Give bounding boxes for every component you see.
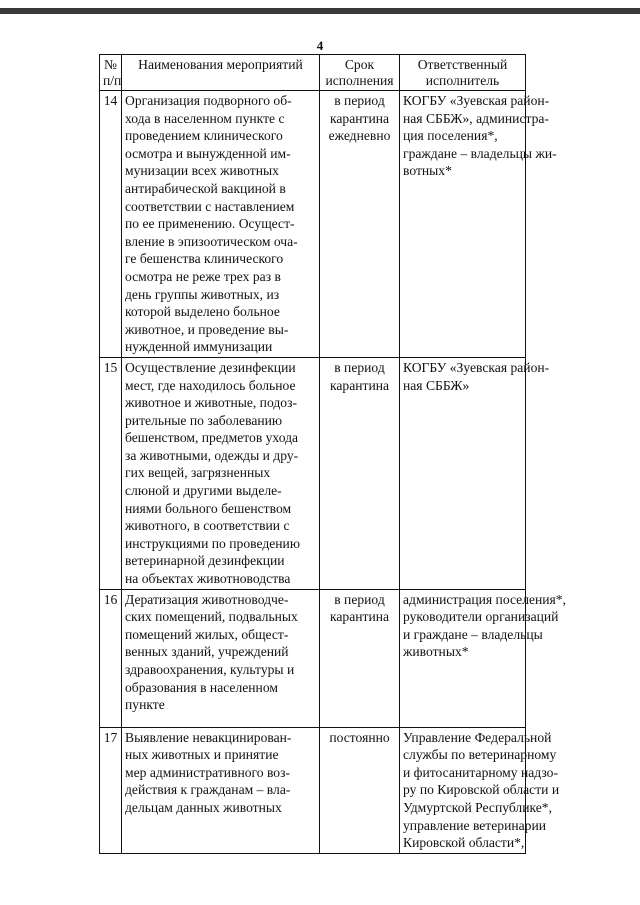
measure-responsible xyxy=(400,91,557,358)
measure-responsible xyxy=(400,357,550,589)
cell-line: действия к гражданам – вла- xyxy=(125,782,291,798)
cell-line: гих вещей, загрязненных xyxy=(125,465,271,481)
cell-line: Выявление невакцинирован- xyxy=(125,729,292,745)
cell-line: здравоохранения, культуры и xyxy=(125,662,295,677)
cell-line: животное, и проведение вы- xyxy=(125,321,289,337)
cell-line: мест, где находилось больное xyxy=(125,377,296,393)
cell-line: исполнения xyxy=(325,73,394,88)
table-row xyxy=(100,727,526,853)
cell-line: ная СББЖ», администра- xyxy=(403,110,549,126)
header-name xyxy=(122,55,320,91)
cell-line: осмотра не реже трех раз в xyxy=(125,268,281,284)
measure-name xyxy=(122,91,320,358)
cell-line: которой выделено больное xyxy=(125,304,280,320)
cell-line: Дератизация животноводче- xyxy=(125,591,289,607)
cell-line: инструкциями по проведению xyxy=(125,535,300,551)
cell-line: вотных* xyxy=(403,163,452,179)
cell-line: ге бешенства клинического xyxy=(125,251,284,267)
measure-name xyxy=(122,589,320,727)
cell-line: ветеринарной дезинфекции xyxy=(125,553,285,569)
cell-line: за животными, одежды и дру- xyxy=(125,447,299,463)
cell-line: образования в населенном xyxy=(125,679,278,695)
measure-name xyxy=(122,357,320,589)
cell-line: бешенством, предметов ухода xyxy=(125,430,299,446)
cell-line: карантина xyxy=(329,377,390,393)
cell-line: в период xyxy=(334,591,385,607)
cell-line: животного, в соответствии с xyxy=(125,518,290,534)
cell-line: Осуществление дезинфекции xyxy=(125,359,296,375)
cell-line: по ее применению. Осущест- xyxy=(125,216,295,232)
cell-line: хода в населенном пункте с xyxy=(125,110,285,126)
cell-line: мунизации всех животных xyxy=(125,163,279,179)
cell-line: Удмуртской Республике*, xyxy=(403,800,552,815)
cell-line: ция поселения*, xyxy=(403,128,498,144)
cell-line: соответствии с наставлением xyxy=(125,198,295,214)
table-header-row xyxy=(100,55,526,91)
cell-line: руководители организаций xyxy=(403,609,559,625)
cell-line: антирабической вакциной в xyxy=(125,180,286,196)
cell-line: управление ветеринарии xyxy=(403,817,547,833)
header-term xyxy=(320,55,400,91)
cell-line: день группы животных, из xyxy=(125,286,280,302)
table-row xyxy=(100,91,526,358)
table-row xyxy=(100,357,526,589)
cell-line: КОГБУ «Зуевская район- xyxy=(403,359,550,375)
measure-name xyxy=(122,727,320,853)
cell-line: ру по Кировской области и xyxy=(403,782,560,798)
cell-line: администрация поселения*, xyxy=(403,591,567,607)
cell-line: № xyxy=(104,57,117,72)
cell-line: животное и животные, подоз- xyxy=(125,395,297,411)
cell-line: проведением клинического xyxy=(125,128,283,144)
cell-line: и фитосанитарному надзо- xyxy=(403,764,558,780)
measure-responsible xyxy=(400,727,560,853)
cell-line: Ответственный xyxy=(417,57,508,72)
header-num xyxy=(100,55,122,91)
cell-line: граждане – владельцы жи- xyxy=(403,145,557,161)
row-number: 16 xyxy=(100,589,122,727)
cell-line: КОГБУ «Зуевская район- xyxy=(403,93,550,108)
cell-line: осмотра и вынужденной им- xyxy=(125,145,291,161)
top-border-line xyxy=(0,8,640,14)
cell-line: животных* xyxy=(403,644,469,660)
cell-line: вление в эпизоотическом оча- xyxy=(125,233,298,249)
cell-line: в период xyxy=(334,93,385,108)
cell-line: рительные по заболеванию xyxy=(125,412,283,428)
cell-line: Кировской области*, xyxy=(403,835,525,851)
measure-term xyxy=(320,589,400,727)
cell-line: ских помещений, подвальных xyxy=(125,609,298,625)
cell-line: помещений жилых, общест- xyxy=(125,626,289,642)
cell-line: дельцам данных животных xyxy=(125,800,282,815)
measure-term xyxy=(320,727,400,853)
cell-line: на объектах животноводства xyxy=(125,571,291,587)
row-number: 14 xyxy=(100,91,122,358)
cell-line: ежедневно xyxy=(328,128,391,144)
cell-line: слюной и другими выделе- xyxy=(125,483,282,499)
page-number: 4 xyxy=(316,38,324,53)
cell-line: и граждане – владельцы xyxy=(403,626,543,642)
cell-line: Управление Федеральной xyxy=(403,729,552,745)
measure-term xyxy=(320,357,400,589)
cell-line: Срок xyxy=(344,57,375,72)
row-number: 15 xyxy=(100,357,122,589)
cell-line: ниями больного бешенством xyxy=(125,500,292,516)
table-row xyxy=(100,589,526,727)
measures-table xyxy=(99,54,567,854)
cell-line: карантина xyxy=(329,609,390,625)
cell-line: службы по ветеринарному xyxy=(403,747,557,763)
cell-line: карантина xyxy=(329,110,390,126)
cell-line: п/п xyxy=(103,73,122,88)
row-number: 17 xyxy=(100,727,122,853)
measure-responsible xyxy=(400,589,567,727)
cell-line: Организация подворного об- xyxy=(125,93,292,108)
cell-line: Наименования мероприятий xyxy=(138,57,303,72)
header-responsible xyxy=(400,55,526,91)
cell-line: пункте xyxy=(125,697,165,713)
cell-line: нужденной иммунизации xyxy=(125,339,273,355)
cell-line: в период xyxy=(334,359,385,375)
measure-term xyxy=(320,91,400,358)
cell-line: постоянно xyxy=(329,729,390,745)
cell-line: исполнитель xyxy=(425,73,500,88)
cell-line: венных зданий, учреждений xyxy=(125,644,289,660)
cell-line: ная СББЖ» xyxy=(403,377,470,393)
cell-line: мер административного воз- xyxy=(125,764,290,780)
cell-line: ных животных и принятие xyxy=(125,747,279,763)
